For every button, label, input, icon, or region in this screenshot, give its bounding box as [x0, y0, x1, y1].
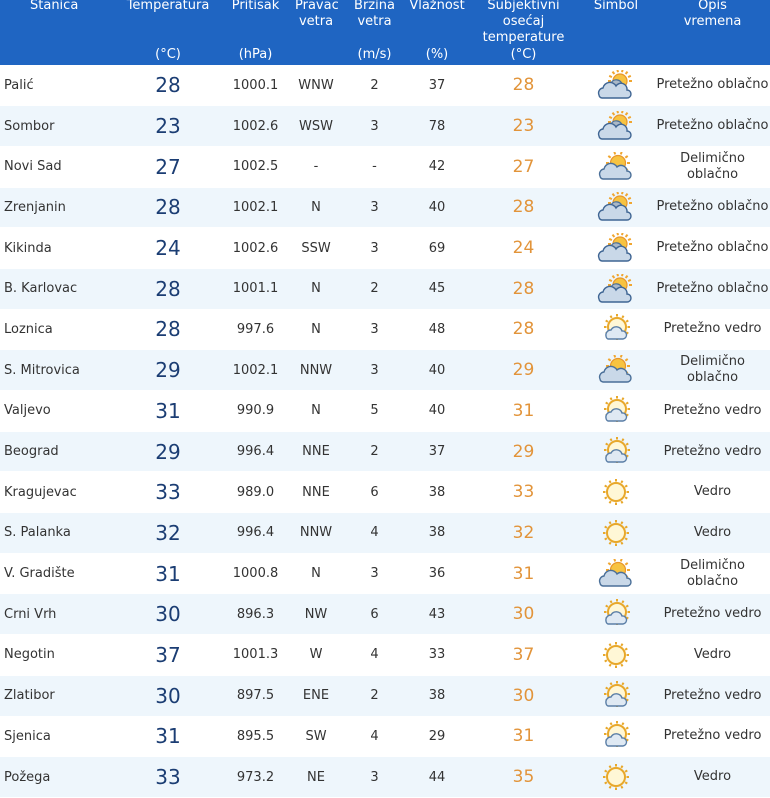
temperature-value: 31	[112, 391, 224, 432]
table-row	[0, 635, 770, 676]
table-row	[0, 472, 770, 513]
humidity-value: 38	[404, 675, 470, 716]
temperature-value: 33	[112, 472, 224, 513]
wind-speed-value: 6	[345, 594, 404, 635]
feels-like-value: 31	[470, 553, 577, 594]
humidity-value: 37	[404, 65, 470, 106]
weather-description: Pretežno vedro	[655, 391, 770, 432]
feels-like-value: 37	[470, 635, 577, 676]
wind-direction-value: ENE	[287, 675, 345, 716]
partly-cloudy-icon	[577, 350, 655, 391]
wind-direction-value: NNW	[287, 350, 345, 391]
table-row	[0, 350, 770, 391]
weather-description: Pretežno oblačno	[655, 268, 770, 309]
humidity-value: 44	[404, 757, 470, 798]
wind-direction-value: NNE	[287, 431, 345, 472]
feels-like-value: 35	[470, 757, 577, 798]
wind-speed-value: 2	[345, 431, 404, 472]
weather-description: Pretežno vedro	[655, 675, 770, 716]
station-name: Sombor	[0, 106, 112, 147]
wind-direction-value: NNW	[287, 513, 345, 554]
table-row	[0, 757, 770, 798]
station-name: Sjenica	[0, 716, 112, 757]
pressure-value: 973.2	[224, 757, 287, 798]
pressure-value: 989.0	[224, 472, 287, 513]
temperature-value: 23	[112, 106, 224, 147]
table-row	[0, 228, 770, 269]
feels-like-value: 27	[470, 146, 577, 187]
sun-icon	[577, 472, 655, 513]
wind-speed-value: 3	[345, 553, 404, 594]
feels-like-value: 30	[470, 594, 577, 635]
humidity-value: 42	[404, 146, 470, 187]
pressure-value: 1002.1	[224, 350, 287, 391]
temperature-value: 28	[112, 268, 224, 309]
humidity-value: 29	[404, 716, 470, 757]
wind-speed-value: 2	[345, 675, 404, 716]
partly-cloudy-icon	[577, 146, 655, 187]
station-name: S. Palanka	[0, 513, 112, 554]
wind-direction-value: N	[287, 268, 345, 309]
weather-description: Vedro	[655, 513, 770, 554]
wind-speed-value: 6	[345, 472, 404, 513]
table-row	[0, 553, 770, 594]
station-name: Loznica	[0, 309, 112, 350]
mostly-sunny-icon	[577, 391, 655, 432]
temperature-value: 31	[112, 716, 224, 757]
header-temperature: Temperatura (°C)	[112, 0, 224, 65]
mostly-cloudy-icon	[577, 268, 655, 309]
humidity-value: 33	[404, 635, 470, 676]
pressure-value: 1000.1	[224, 65, 287, 106]
mostly-sunny-icon	[577, 309, 655, 350]
mostly-cloudy-icon	[577, 187, 655, 228]
temperature-value: 32	[112, 513, 224, 554]
weather-description: Pretežno oblačno	[655, 187, 770, 228]
wind-direction-value: NE	[287, 757, 345, 798]
temperature-value: 24	[112, 228, 224, 269]
header-wind-speed: Brzina vetra (m/s)	[345, 0, 404, 65]
wind-direction-value: SW	[287, 716, 345, 757]
feels-like-value: 28	[470, 309, 577, 350]
temperature-value: 30	[112, 675, 224, 716]
wind-speed-value: 5	[345, 391, 404, 432]
temperature-value: 28	[112, 187, 224, 228]
weather-description: Delimično oblačno	[655, 350, 770, 391]
table-row	[0, 716, 770, 757]
wind-direction-value: N	[287, 391, 345, 432]
wind-direction-value: N	[287, 187, 345, 228]
pressure-value: 997.6	[224, 309, 287, 350]
temperature-value: 28	[112, 65, 224, 106]
wind-direction-value: WSW	[287, 106, 345, 147]
mostly-sunny-icon	[577, 431, 655, 472]
header-row	[0, 0, 770, 65]
feels-like-value: 30	[470, 675, 577, 716]
humidity-value: 40	[404, 350, 470, 391]
wind-direction-value: NNE	[287, 472, 345, 513]
pressure-value: 1002.5	[224, 146, 287, 187]
wind-speed-value: 2	[345, 65, 404, 106]
wind-speed-value: -	[345, 146, 404, 187]
humidity-value: 69	[404, 228, 470, 269]
humidity-value: 45	[404, 268, 470, 309]
feels-like-value: 31	[470, 391, 577, 432]
station-name: Novi Sad	[0, 146, 112, 187]
feels-like-value: 28	[470, 268, 577, 309]
table-row	[0, 187, 770, 228]
pressure-value: 1002.6	[224, 106, 287, 147]
feels-like-value: 24	[470, 228, 577, 269]
temperature-value: 31	[112, 553, 224, 594]
wind-speed-value: 3	[345, 187, 404, 228]
humidity-value: 37	[404, 431, 470, 472]
station-name: Valjevo	[0, 391, 112, 432]
pressure-value: 897.5	[224, 675, 287, 716]
mostly-cloudy-icon	[577, 228, 655, 269]
wind-direction-value: N	[287, 553, 345, 594]
wind-direction-value: WNW	[287, 65, 345, 106]
station-name: Beograd	[0, 431, 112, 472]
humidity-value: 48	[404, 309, 470, 350]
header-humidity: Vlažnost (%)	[404, 0, 470, 65]
wind-speed-value: 3	[345, 350, 404, 391]
mostly-cloudy-icon	[577, 65, 655, 106]
pressure-value: 1002.6	[224, 228, 287, 269]
weather-description: Vedro	[655, 472, 770, 513]
weather-description: Pretežno oblačno	[655, 65, 770, 106]
station-name: Crni Vrh	[0, 594, 112, 635]
table-row	[0, 309, 770, 350]
weather-description: Delimično oblačno	[655, 146, 770, 187]
wind-speed-value: 3	[345, 106, 404, 147]
pressure-value: 1001.1	[224, 268, 287, 309]
weather-description: Pretežno vedro	[655, 309, 770, 350]
temperature-value: 30	[112, 594, 224, 635]
humidity-value: 78	[404, 106, 470, 147]
sun-icon	[577, 757, 655, 798]
temperature-value: 29	[112, 350, 224, 391]
weather-description: Pretežno oblačno	[655, 106, 770, 147]
feels-like-value: 28	[470, 65, 577, 106]
humidity-value: 38	[404, 472, 470, 513]
weather-description: Vedro	[655, 757, 770, 798]
header-pressure: Pritisak (hPa)	[224, 0, 287, 65]
station-name: S. Mitrovica	[0, 350, 112, 391]
wind-direction-value: N	[287, 309, 345, 350]
humidity-value: 38	[404, 513, 470, 554]
feels-like-value: 29	[470, 431, 577, 472]
station-name: Zrenjanin	[0, 187, 112, 228]
humidity-value: 40	[404, 187, 470, 228]
pressure-value: 896.3	[224, 594, 287, 635]
station-name: Zlatibor	[0, 675, 112, 716]
station-name: Palić	[0, 65, 112, 106]
temperature-value: 27	[112, 146, 224, 187]
humidity-value: 40	[404, 391, 470, 432]
feels-like-value: 23	[470, 106, 577, 147]
feels-like-value: 33	[470, 472, 577, 513]
temperature-value: 33	[112, 757, 224, 798]
table-row	[0, 146, 770, 187]
mostly-cloudy-icon	[577, 106, 655, 147]
station-name: Negotin	[0, 635, 112, 676]
weather-description: Pretežno oblačno	[655, 228, 770, 269]
pressure-value: 1000.8	[224, 553, 287, 594]
sun-icon	[577, 513, 655, 554]
table-body	[0, 65, 770, 797]
table-row	[0, 675, 770, 716]
pressure-value: 996.4	[224, 513, 287, 554]
header-description: Opis vremena	[655, 0, 770, 65]
header-station: Stanica	[0, 0, 112, 65]
temperature-value: 28	[112, 309, 224, 350]
wind-speed-value: 3	[345, 757, 404, 798]
station-name: V. Gradište	[0, 553, 112, 594]
feels-like-value: 28	[470, 187, 577, 228]
header-wind-direction: Pravac vetra	[287, 0, 345, 65]
wind-direction-value: W	[287, 635, 345, 676]
mostly-sunny-icon	[577, 594, 655, 635]
mostly-sunny-icon	[577, 675, 655, 716]
table-row	[0, 268, 770, 309]
wind-speed-value: 4	[345, 513, 404, 554]
table-row	[0, 391, 770, 432]
feels-like-value: 29	[470, 350, 577, 391]
table-row	[0, 65, 770, 106]
wind-speed-value: 3	[345, 228, 404, 269]
pressure-value: 895.5	[224, 716, 287, 757]
humidity-value: 36	[404, 553, 470, 594]
wind-speed-value: 4	[345, 716, 404, 757]
weather-description: Pretežno vedro	[655, 716, 770, 757]
wind-direction-value: -	[287, 146, 345, 187]
feels-like-value: 31	[470, 716, 577, 757]
pressure-value: 1002.1	[224, 187, 287, 228]
pressure-value: 990.9	[224, 391, 287, 432]
wind-speed-value: 2	[345, 268, 404, 309]
wind-direction-value: SSW	[287, 228, 345, 269]
station-name: Požega	[0, 757, 112, 798]
wind-direction-value: NW	[287, 594, 345, 635]
temperature-value: 29	[112, 431, 224, 472]
feels-like-value: 32	[470, 513, 577, 554]
sun-icon	[577, 635, 655, 676]
temperature-value: 37	[112, 635, 224, 676]
weather-description: Vedro	[655, 635, 770, 676]
mostly-sunny-icon	[577, 716, 655, 757]
table-row	[0, 594, 770, 635]
station-name: Kragujevac	[0, 472, 112, 513]
weather-description: Delimično oblačno	[655, 553, 770, 594]
header-symbol: Simbol	[577, 0, 655, 65]
station-name: Kikinda	[0, 228, 112, 269]
pressure-value: 1001.3	[224, 635, 287, 676]
wind-speed-value: 4	[345, 635, 404, 676]
table-row	[0, 106, 770, 147]
partly-cloudy-icon	[577, 553, 655, 594]
weather-description: Pretežno vedro	[655, 431, 770, 472]
station-name: B. Karlovac	[0, 268, 112, 309]
wind-speed-value: 3	[345, 309, 404, 350]
weather-description: Pretežno vedro	[655, 594, 770, 635]
pressure-value: 996.4	[224, 431, 287, 472]
table-row	[0, 513, 770, 554]
header-feels-like: Subjektivni osećaj temperature (°C)	[470, 0, 577, 65]
table-row	[0, 431, 770, 472]
humidity-value: 43	[404, 594, 470, 635]
